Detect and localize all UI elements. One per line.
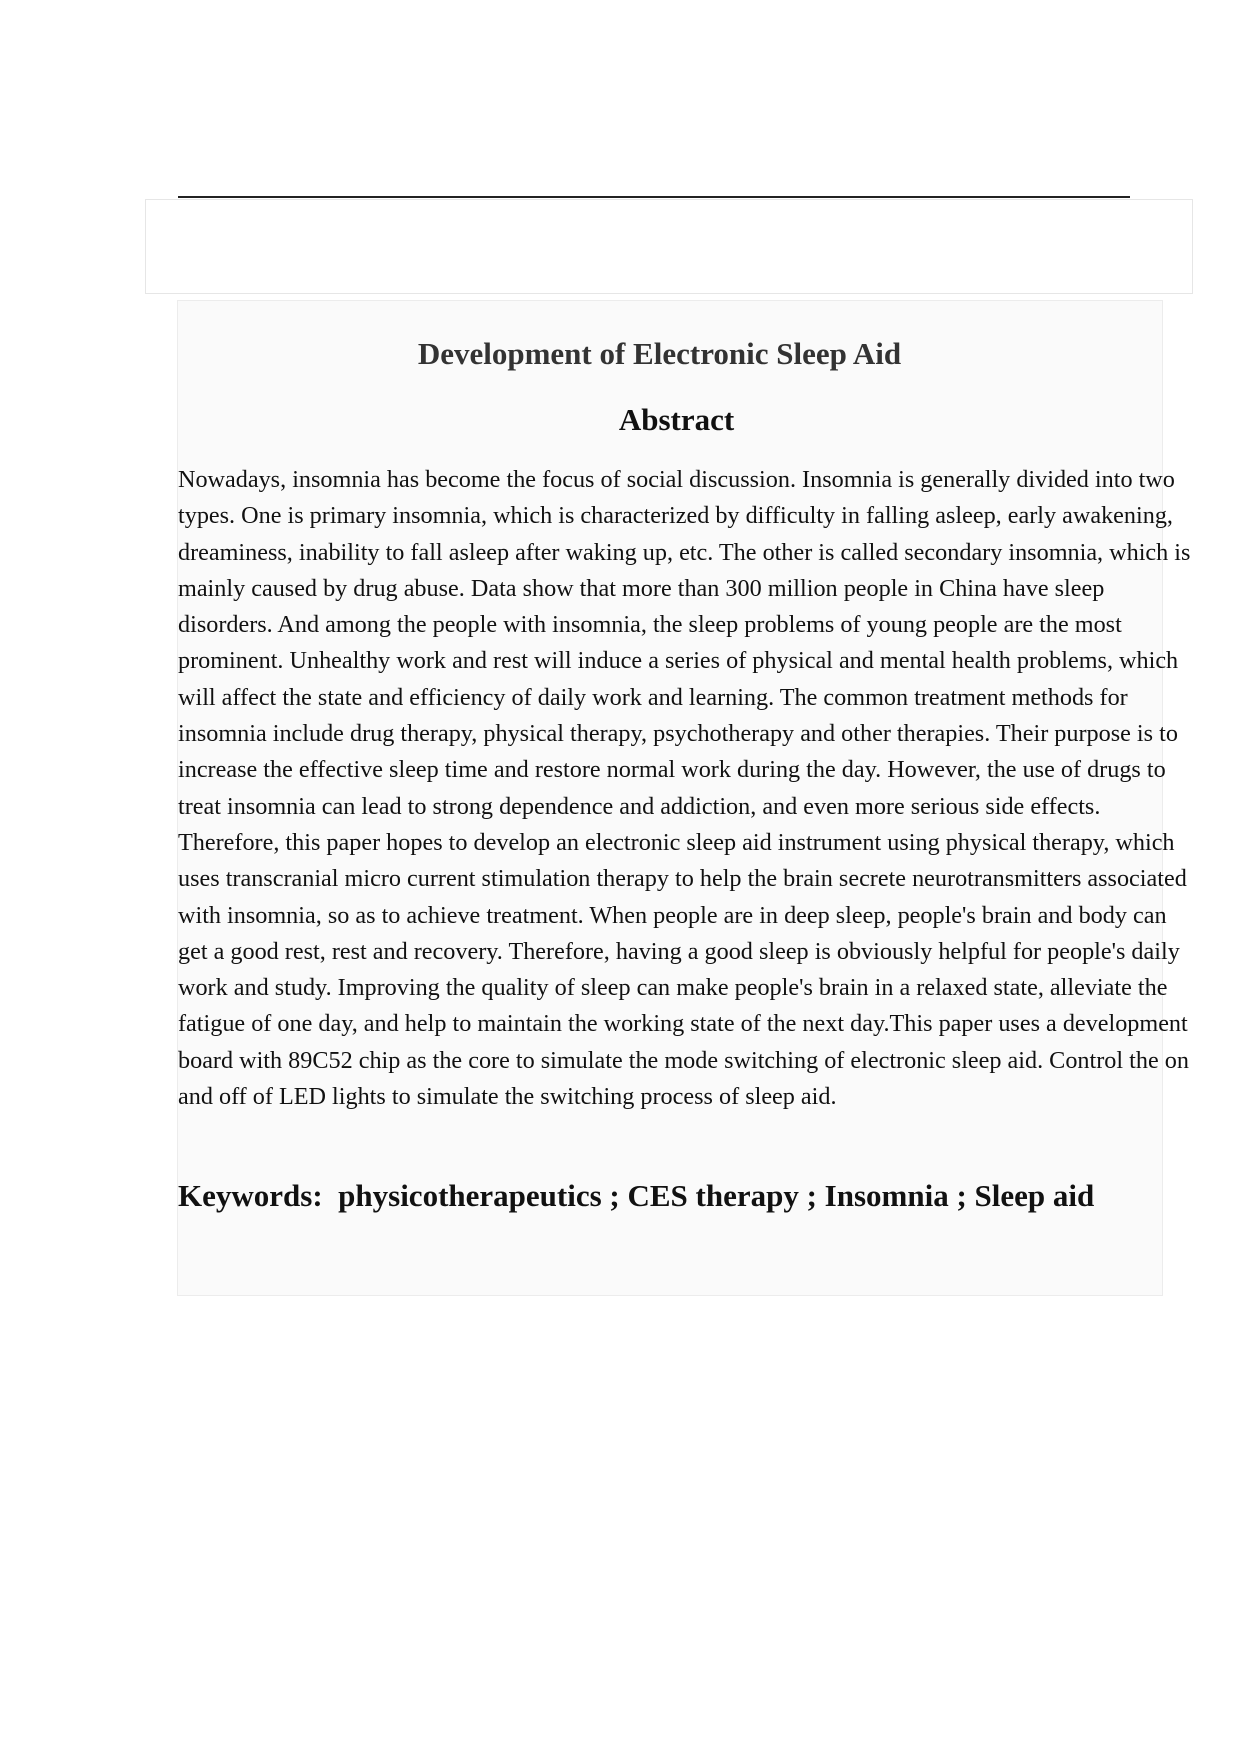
abstract-heading: Abstract bbox=[618, 402, 735, 437]
keywords-line: Keywords: physicotherapeutics ; CES therapy ; Insomnia ; Sleep aid bbox=[178, 1178, 1095, 1213]
header-rule bbox=[178, 196, 1130, 198]
header-box bbox=[145, 199, 1193, 294]
paper-title: Development of Electronic Sleep Aid bbox=[417, 336, 902, 371]
abstract-body: Nowadays, insomnia has become the focus of social discussion. Insomnia is generally divided into two types. One is primary insomnia, which is characterized by difficulty in falling asleep, early awakening, dreaminess, inability to fall asleep after waking up, etc. The other is called secondary insomnia, which is mainly caused by drug abuse. Data show that more than 300 million people in China have sleep disorders. And among the people with insomnia, the sleep problems of young people are the most prominent. Unhealthy work and rest will induce a series of physical and mental health problems, which will affect the state and efficiency of daily work and learning. The common treatment methods for insomnia include drug therapy, physical therapy, psychotherapy and other therapies. Their purpose is to increase the effective sleep time and restore normal work during the day. However, the use of drugs to treat insomnia can lead to strong dependence and addiction, and even more serious side effects. Therefore, this paper hopes to develop an electronic sleep aid instrument using physical therapy, which uses transcranial micro current stimulation therapy to help the brain secrete neurotransmitters associated with insomnia, so as to achieve treatment. When people are in deep sleep, people's brain and body can get a good rest, rest and recovery. Therefore, having a good sleep is obviously helpful for people's daily work and study. Improving the quality of sleep can make people's brain in a relaxed state, alleviate the fatigue of one day, and help to maintain the working state of the next day.This paper uses a development board with 89C52 chip as the core to simulate the mode switching of electronic sleep aid. Control the on and off of LED lights to simulate the switching process of sleep aid. bbox=[178, 466, 1191, 1111]
